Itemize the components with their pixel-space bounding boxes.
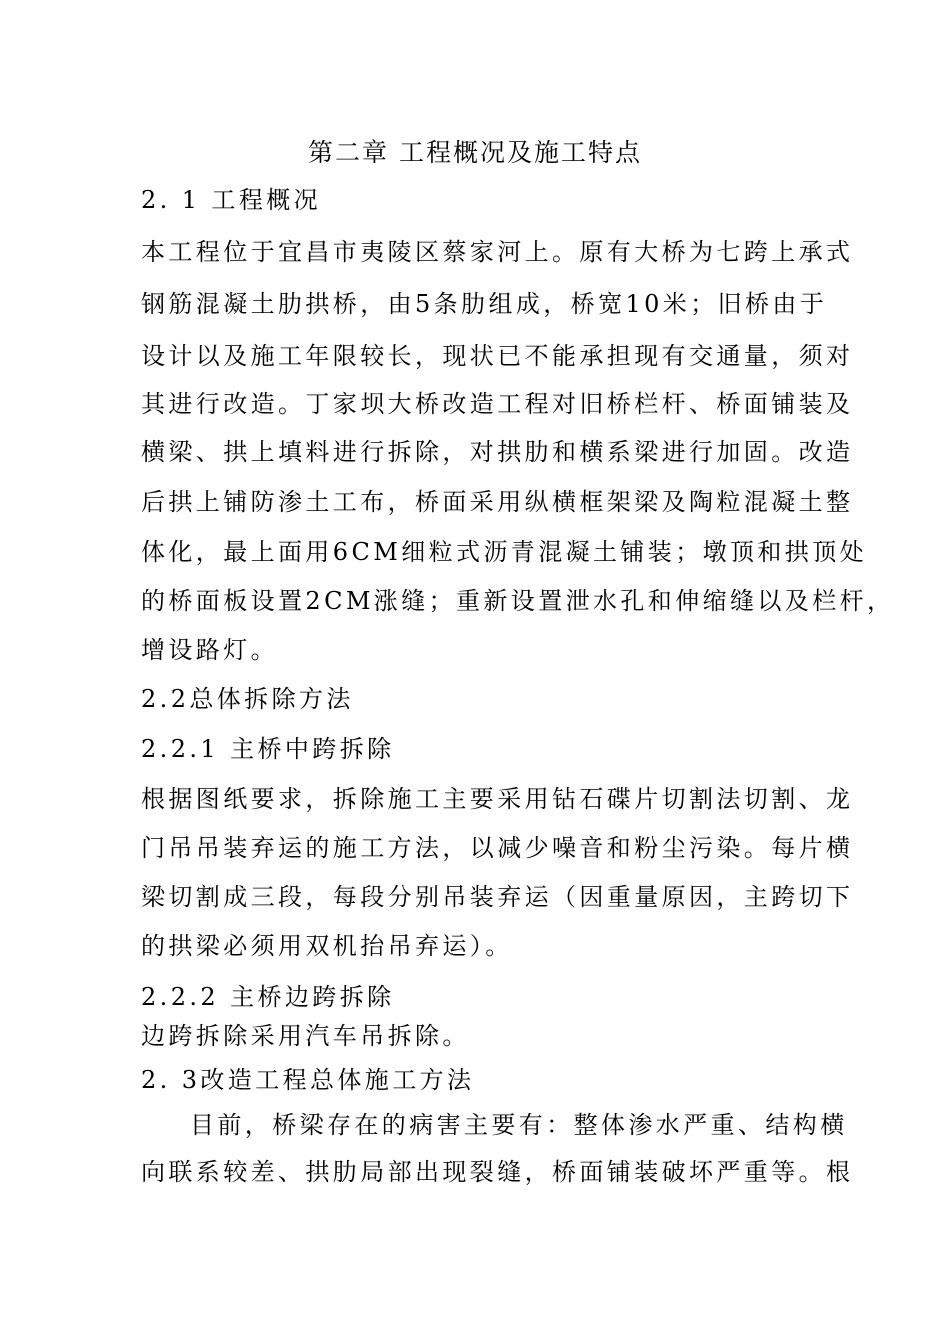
section-heading-2-1: 2. 1 工程概况 <box>141 186 322 214</box>
paragraph-line: 体化，最上面用6CM细粒式沥青混凝土铺装；墩顶和拱顶处 <box>141 538 868 566</box>
section-heading-2-2-2: 2.2.2 主桥边跨拆除 <box>141 983 395 1011</box>
section-heading-2-3: 2. 3改造工程总体施工方法 <box>141 1066 475 1094</box>
paragraph-line: 其进行改造。丁家坝大桥改造工程对旧桥栏杆、桥面铺装及 <box>141 390 854 418</box>
paragraph-line-indented: 目前，桥梁存在的病害主要有：整体渗水严重、结构横 <box>190 1111 848 1139</box>
paragraph-line: 横梁、拱上填料进行拆除，对拱肋和横系梁进行加固。改造 <box>141 438 854 466</box>
paragraph-line: 后拱上铺防渗土工布，桥面采用纵横框架梁及陶粒混凝土整 <box>141 488 854 516</box>
section-heading-2-2-1: 2.2.1 主桥中跨拆除 <box>141 735 395 763</box>
paragraph-line: 边跨拆除采用汽车吊拆除。 <box>141 1022 470 1050</box>
paragraph-line: 设计以及施工年限较长，现状已不能承担现有交通量，须对 <box>141 342 854 370</box>
paragraph-line: 向联系较差、拱肋局部出现裂缝，桥面铺装破坏严重等。根 <box>141 1158 854 1186</box>
paragraph-line: 门吊吊装弃运的施工方法，以减少噪音和粉尘污染。每片横 <box>141 834 854 862</box>
paragraph-line: 的桥面板设置2CM涨缝；重新设置泄水孔和伸缩缝以及栏杆， <box>141 587 895 615</box>
paragraph-line: 本工程位于宜昌市夷陵区蔡家河上。原有大桥为七跨上承式 <box>141 238 854 266</box>
paragraph-line: 的拱梁必须用双机抬吊弃运）。 <box>141 932 513 960</box>
paragraph-line: 钢筋混凝土肋拱桥，由5条肋组成，桥宽10米；旧桥由于 <box>141 290 828 318</box>
paragraph-line: 增设路灯。 <box>141 636 278 664</box>
section-heading-2-2: 2.2总体拆除方法 <box>141 685 354 713</box>
chapter-title: 第二章 工程概况及施工特点 <box>308 138 642 167</box>
paragraph-line: 梁切割成三段，每段分别吊装弃运（因重量原因，主跨切下 <box>141 883 854 911</box>
paragraph-line: 根据图纸要求，拆除施工主要采用钻石碟片切割法切割、龙 <box>141 785 854 813</box>
